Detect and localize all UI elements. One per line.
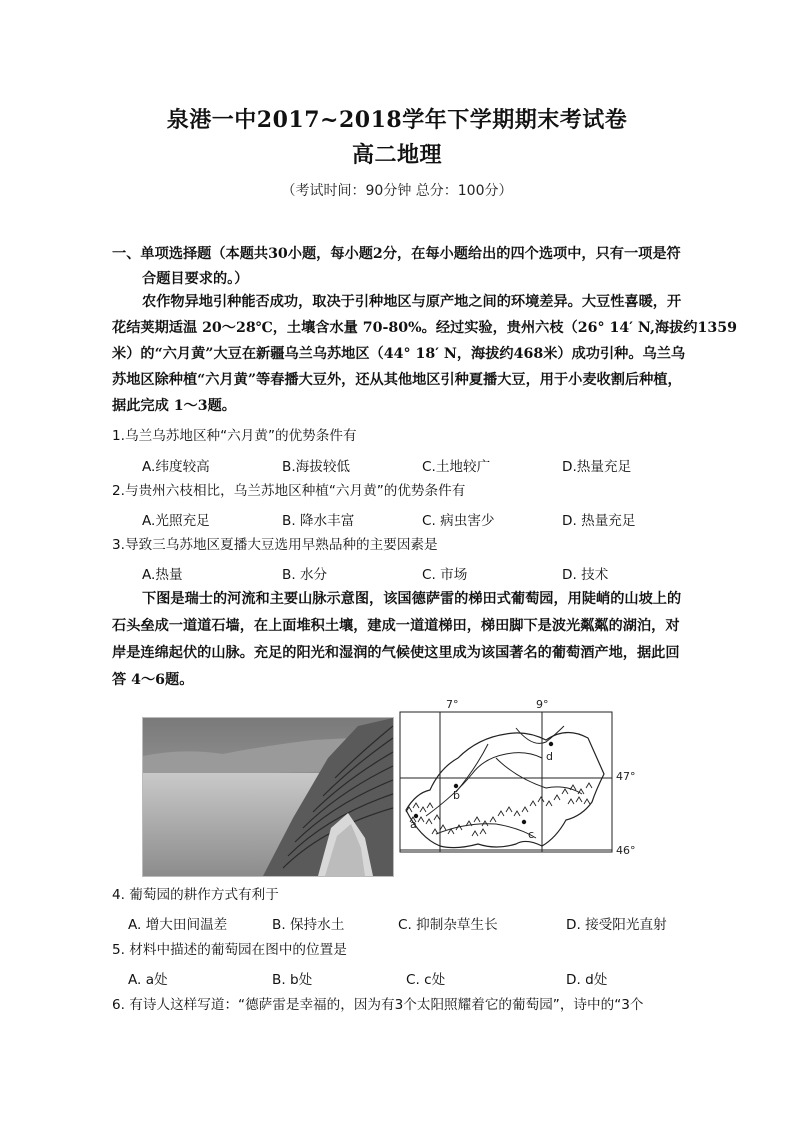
question-6: 6. 有诗人这样写道：“德萨雷是幸福的，因为有3个太阳照耀着它的葡萄园”，诗中的“3个: [112, 997, 644, 1013]
lon-label-9: 9°: [536, 698, 549, 711]
vineyard-photo: [142, 717, 394, 877]
lon-label-7: 7°: [446, 698, 459, 711]
question-2: 2.与贵州六枝相比，乌兰苏地区种植“六月黄”的优势条件有: [112, 483, 466, 499]
passage2-line: 答 4～6题。: [112, 672, 194, 688]
point-label-a: a: [410, 818, 417, 831]
q3-option-a: A.热量: [142, 567, 183, 583]
question-1: 1.乌兰乌苏地区种“六月黄”的优势条件有: [112, 428, 357, 444]
question-5: 5. 材料中描述的葡萄园在图中的位置是: [112, 942, 347, 958]
passage1-line: 米）的“六月黄”大豆在新疆乌兰乌苏地区（44° 18′ N，海拔约468米）成功引种。乌兰乌: [112, 346, 686, 362]
q4-option-d: D. 接受阳光直射: [566, 917, 667, 933]
q4-option-b: B. 保持水土: [272, 917, 345, 933]
q2-option-a: A.光照充足: [142, 513, 210, 529]
q2-option-d: D. 热量充足: [562, 513, 636, 529]
exam-title: 泉港一中2017~2018学年下学期期末考试卷: [166, 107, 628, 133]
q4-option-a: A. 增大田间温差: [128, 917, 228, 933]
passage1-line: 花结荚期适温 20～28℃，土壤含水量 70-80%。经过实验，贵州六枝（26° 14′ N,海拔约1359: [112, 320, 737, 336]
passage1-line: 农作物异地引种能否成功，取决于引种地区与原产地之间的环境差异。大豆性喜暖，开: [142, 294, 682, 310]
passage1-line: 据此完成 1～3题。: [112, 398, 236, 414]
q3-option-b: B. 水分: [282, 567, 328, 583]
question-3: 3.导致三乌苏地区夏播大豆选用早熟品种的主要因素是: [112, 537, 438, 553]
question-4: 4. 葡萄园的耕作方式有利于: [112, 887, 279, 903]
passage2-line: 石头垒成一道道石墙，在上面堆积土壤，建成一道道梯田，梯田脚下是波光粼粼的湖泊，对: [112, 618, 680, 634]
lat-label-47: 47°: [616, 770, 636, 783]
point-label-d: d: [546, 750, 553, 763]
q1-option-b: B.海拔较低: [282, 459, 351, 475]
passage2-line: 岸是连绵起伏的山脉。充足的阳光和湿润的气候使这里成为该国著名的葡萄酒产地，据此回: [112, 645, 680, 661]
q2-option-b: B. 降水丰富: [282, 513, 355, 529]
passage1-line: 苏地区除种植“六月黄”等春播大豆外，还从其他地区引种夏播大豆，用于小麦收割后种植，: [112, 372, 682, 388]
lat-label-46: 46°: [616, 844, 636, 857]
passage2-line: 下图是瑞士的河流和主要山脉示意图，该国德萨雷的梯田式葡萄园，用陡峭的山坡上的: [142, 591, 682, 607]
section-heading: 一、单项选择题（本题共30小题，每小题2分，在每小题给出的四个选项中，只有一项是符: [112, 246, 681, 262]
q2-option-c: C. 病虫害少: [422, 513, 495, 529]
point-label-c: c: [528, 828, 535, 841]
q3-option-d: D. 技术: [562, 567, 609, 583]
exam-info: （考试时间：90分钟 总分：100分）: [281, 183, 513, 199]
switzerland-map: [396, 698, 642, 878]
q1-option-c: C.土地较广: [422, 459, 491, 475]
q1-option-d: D.热量充足: [562, 459, 632, 475]
q1-option-a: A.纬度较高: [142, 459, 210, 475]
q5-option-a: A. a处: [128, 972, 168, 988]
q3-option-c: C. 市场: [422, 567, 468, 583]
section-heading-cont: 合题目要求的。）: [142, 271, 249, 287]
subject-title: 高二地理: [351, 142, 442, 168]
point-label-b: b: [453, 789, 460, 802]
q5-option-b: B. b处: [272, 972, 313, 988]
q4-option-c: C. 抑制杂草生长: [398, 917, 498, 933]
q5-option-c: C. c处: [406, 972, 446, 988]
q5-option-d: D. d处: [566, 972, 608, 988]
